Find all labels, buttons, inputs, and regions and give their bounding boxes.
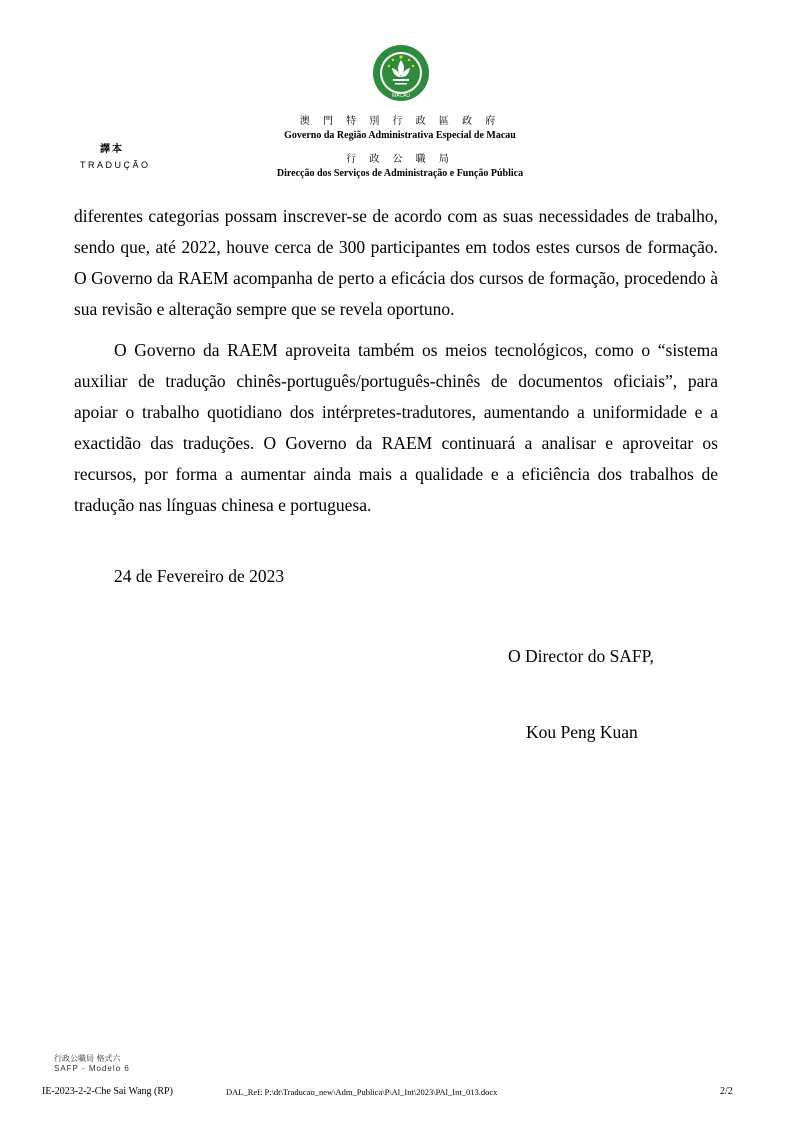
translation-label-cn: 譯本: [100, 144, 124, 155]
form-model-pt: SAFP - Modelo 6: [54, 1064, 130, 1073]
gov-name-cn: 澳 門 特 別 行 政 區 政 府: [299, 116, 501, 127]
emblem-text: MACAU: [391, 93, 411, 99]
translation-label-pt: TRADUÇÃO: [80, 160, 151, 170]
paragraph-2: O Governo da RAEM aproveita também os meios tecnológicos, como o “sistema auxiliar de tradução chinês-português/português-chinês de documentos oficiais”, para apoiar o trabalho quotidiano dos intérpretes-tradutores, aumentando a uniformidade e a exactidão das traduções. O Governo da RAEM continuará a analisar e aproveitar os recursos, por forma a aumentar ainda mais a qualidade e a eficiência dos trabalhos de tradução nas línguas chinesa e portuguesa.: [74, 340, 718, 515]
signatory-name: Kou Peng Kuan: [526, 722, 638, 742]
file-path-reference: DAL_Ref: P:\dt\Traducao_new\Adm_Publica\P\Al_Int\2023\PAl_Int_013.docx: [226, 1087, 498, 1097]
gov-name-pt: Governo da Região Administrativa Especial de Macau: [284, 130, 516, 141]
dept-name-cn: 行 政 公 職 局: [346, 154, 454, 165]
document-reference: IE-2023-2-2-Che Sai Wang (RP): [42, 1086, 173, 1097]
macau-emblem-icon: [372, 44, 430, 102]
dept-name-pt: Direcção dos Serviços de Administração e Função Pública: [276, 168, 524, 179]
form-model-cn: 行政公職局 格式六: [54, 1054, 121, 1063]
page-number: 2/2: [720, 1086, 733, 1097]
signatory-title: O Director do SAFP,: [508, 646, 654, 666]
paragraph-1: diferentes categorias possam inscrever-se de acordo com as suas necessidades de trabalho, sendo que, até 2022, houve cerca de 300 participantes em todos estes cursos de formação. O Governo da RAEM acompanha de perto a eficácia dos cursos de formação, procedendo à sua revisão e alteração sempre que se revela oportuno.: [74, 206, 718, 319]
document-date: 24 de Fevereiro de 2023: [114, 566, 285, 586]
